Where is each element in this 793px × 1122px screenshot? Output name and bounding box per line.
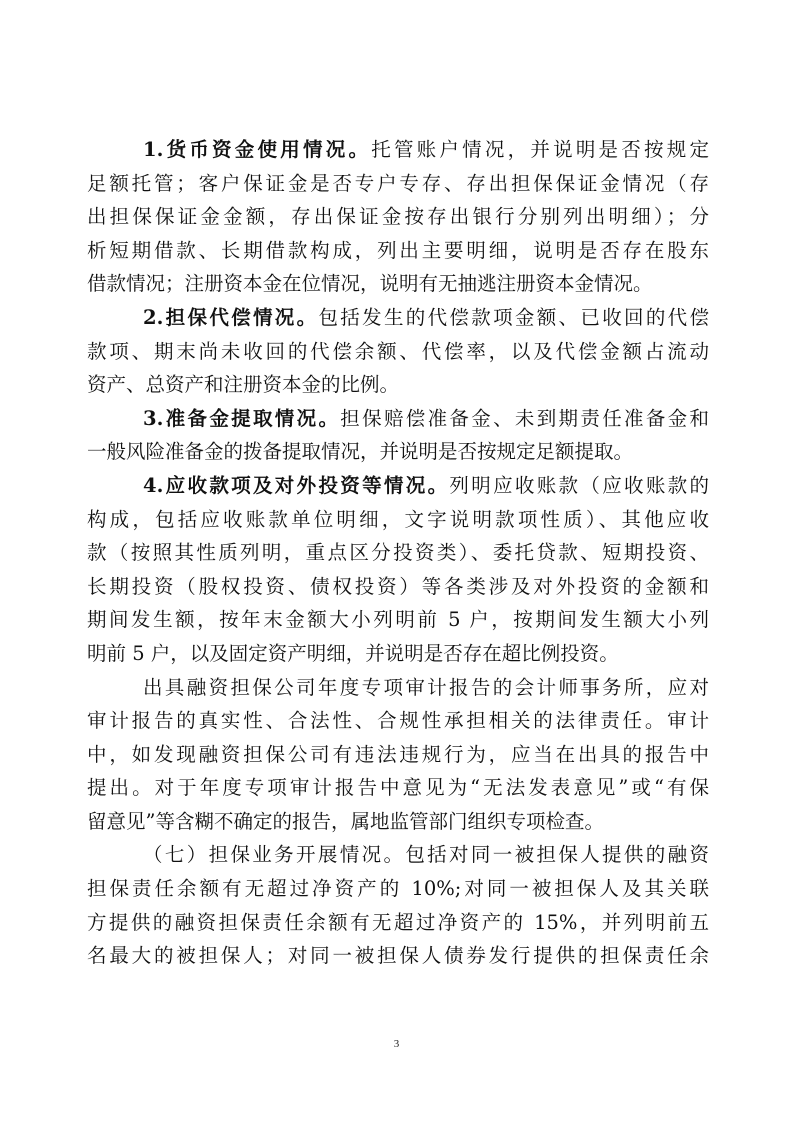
paragraph-receivables-investments bbox=[87, 469, 709, 671]
paragraph-audit-responsibility bbox=[87, 671, 709, 839]
text-line: 担保责任余额有无超过净资产的 10%;对同一被担保人及其关联 bbox=[87, 877, 709, 901]
paragraph-heading: 1.货币资金使用情况。 bbox=[143, 138, 372, 161]
text-line: 构成，包括应收账款单位明细，文字说明款项性质）、其他应收 bbox=[87, 507, 709, 531]
text-line: 资产、总资产和注册资本金的比例。 bbox=[87, 373, 400, 397]
text-line: 期间发生额，按年末金额大小列明前 5 户，按期间发生额大小列 bbox=[87, 608, 709, 632]
text-line: 长期投资（股权投资、债权投资）等各类涉及对外投资的金额和 bbox=[87, 574, 709, 598]
text-line: 析短期借款、长期借款构成，列出主要明细，说明是否存在股东 bbox=[87, 238, 709, 262]
text-line: 足额托管；客户保证金是否专户专存、存出担保保证金情况（存 bbox=[87, 171, 709, 195]
text-line: 款（按照其性质列明，重点区分投资类）、委托贷款、短期投资、 bbox=[87, 541, 709, 565]
text-line: 中，如发现融资担保公司有违法违规行为，应当在出具的报告中 bbox=[87, 742, 709, 766]
page-number: 3 bbox=[393, 1038, 400, 1050]
body-text bbox=[87, 133, 709, 973]
text-line: 一般风险准备金的拨备提取情况，并说明是否按规定足额提取。 bbox=[87, 440, 634, 464]
paragraph-guarantee-compensation bbox=[87, 301, 709, 402]
text-line: 出担保保证金金额，存出保证金按存出银行分别列出明细）；分 bbox=[87, 205, 709, 229]
paragraph-heading: 2.担保代偿情况。 bbox=[143, 305, 319, 329]
text-line: 留意见”等含糊不确定的报告，属地监管部门组织专项检查。 bbox=[87, 809, 604, 833]
paragraph-monetary-funds bbox=[87, 133, 709, 301]
text-line: 款项、期末尚未收回的代偿余额、代偿率，以及代偿金额占流动 bbox=[87, 339, 709, 363]
text-line: 方提供的融资担保责任余额有无超过净资产的 15%，并列明前五 bbox=[87, 910, 709, 934]
paragraph-heading: 4.应收款项及对外投资等情况。 bbox=[143, 473, 450, 497]
text-line: 1.货币资金使用情况。托管账户情况，并说明是否按规定 bbox=[143, 138, 709, 161]
paragraph-heading: 3.准备金提取情况。 bbox=[143, 406, 341, 430]
paragraph-guarantee-business bbox=[87, 838, 709, 972]
text-line: 借款情况；注册资本金在位情况，说明有无抽逃注册资本金情况。 bbox=[87, 272, 653, 296]
text-line: 出具融资担保公司年度专项审计报告的会计师事务所，应对 bbox=[143, 675, 709, 699]
text-line: 2.担保代偿情况。包括发生的代偿款项金额、已收回的代偿 bbox=[143, 305, 709, 329]
text-line: （七）担保业务开展情况。包括对同一被担保人提供的融资 bbox=[143, 843, 709, 867]
text-line: 提出。对于年度专项审计报告中意见为“无法发表意见”或“有保 bbox=[87, 776, 709, 800]
text-line: 3.准备金提取情况。担保赔偿准备金、未到期责任准备金和 bbox=[143, 406, 709, 430]
text-line: 明前 5 户，以及固定资产明细，并说明是否存在超比例投资。 bbox=[87, 641, 619, 665]
text-line: 名最大的被担保人；对同一被担保人债券发行提供的担保责任余 bbox=[87, 944, 709, 968]
text-line: 审计报告的真实性、合法性、合规性承担相关的法律责任。审计 bbox=[87, 709, 709, 733]
paragraph-reserve-provision bbox=[87, 402, 709, 469]
text-line: 4.应收款项及对外投资等情况。列明应收账款（应收账款的 bbox=[143, 473, 709, 497]
